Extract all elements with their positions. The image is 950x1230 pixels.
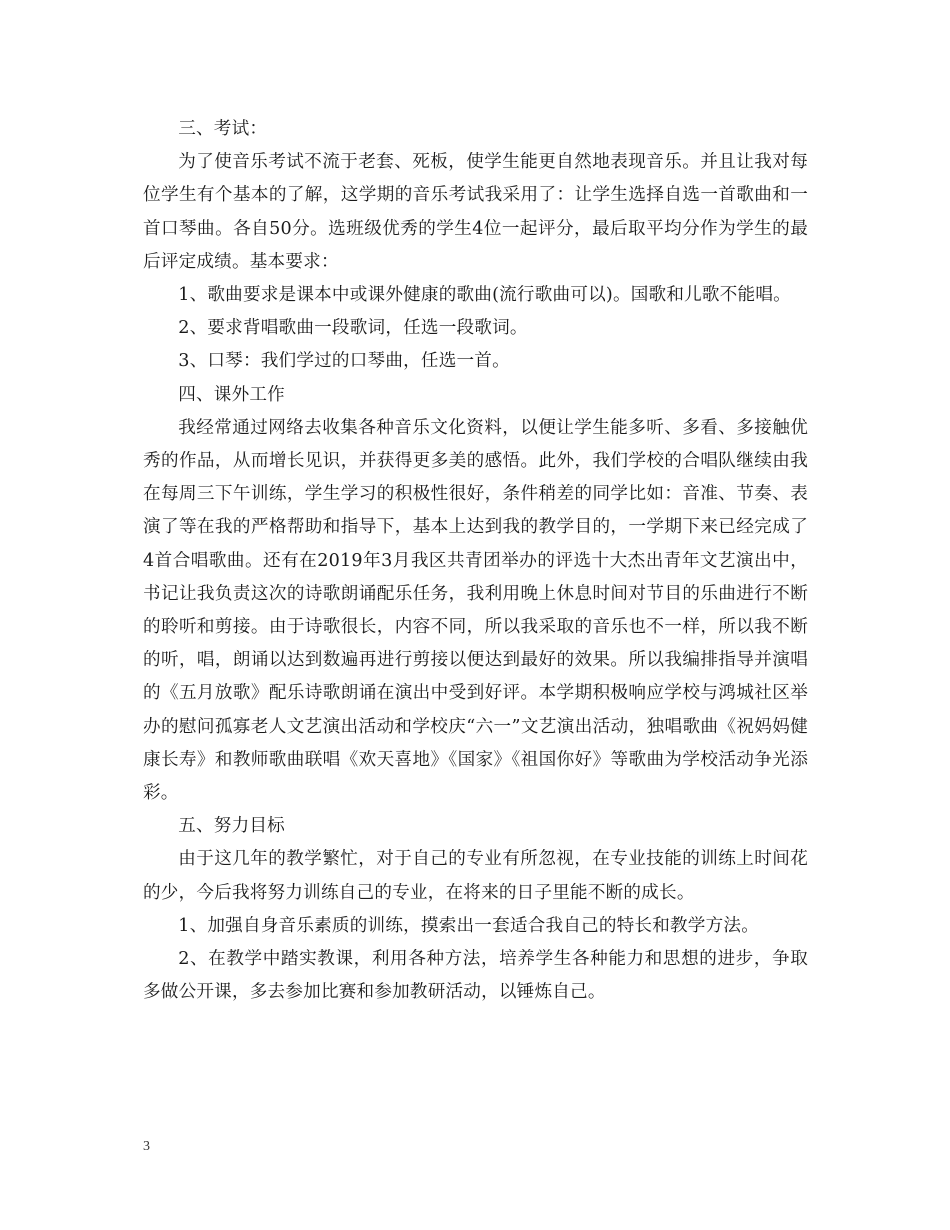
paragraph-exam-description: 为了使音乐考试不流于老套、死板，使学生能更自然地表现音乐。并且让我对每位学生有个基本的了解，这学期的音乐考试我采用了：让学生选择自选一首歌曲和一首口琴曲。各自50分。选班级优秀的学生4位一起评分，最后取平均分作为学生的最后评定成绩。基本要求： <box>143 152 808 272</box>
paragraph-goals-intro: 由于这几年的教学繁忙，对于自己的专业有所忽视，在专业技能的训练上时间花的少，今后我将努力训练自己的专业，在将来的日子里能不断的成长。 <box>143 849 808 903</box>
section-heading-goals: 五、努力目标 <box>178 816 285 837</box>
section-heading-extracurricular: 四、课外工作 <box>178 384 285 405</box>
section-heading-exam: 三、考试： <box>178 119 268 139</box>
document-body <box>143 113 808 1009</box>
list-item-exam-requirement-1: 1、歌曲要求是课本中或课外健康的歌曲(流行歌曲可以)。国歌和儿歌不能唱。 <box>178 285 791 306</box>
list-item-exam-requirement-2: 2、要求背唱歌曲一段歌词，任选一段歌词。 <box>178 318 528 339</box>
list-item-goal-2: 2、在教学中踏实教课，利用各种方法，培养学生各种能力和思想的进步，争取多做公开课，多去参加比赛和参加教研活动，以锤炼自己。 <box>143 949 808 1003</box>
list-item-goal-1: 1、加强自身音乐素质的训练，摸索出一套适合我自己的特长和教学方法。 <box>178 915 759 936</box>
list-item-exam-requirement-3: 3、口琴：我们学过的口琴曲，任选一首。 <box>178 351 510 372</box>
paragraph-extracurricular-work: 我经常通过网络去收集各种音乐文化资料，以便让学生能多听、多看、多接触优秀的作品，从而增长见识，并获得更多美的感悟。此外，我们学校的合唱队继续由我在每周三下午训练，学生学习的积极性很好，条件稍差的同学比如：音准、节奏、表演了等在我的严格帮助和指导下，基本上达到我的教学目的，一学期下来已经完成了4首合唱歌曲。还有在2019年3月我区共青团举办的评选十大杰出青年文艺演出中，书记让我负责这次的诗歌朗诵配乐任务，我利用晚上休息时间对节目的乐曲进行不断的聆听和剪接。由于诗歌很长，内容不同，所以我采取的音乐也不一样，所以我不断的听，唱，朗诵以达到数遍再进行剪接以便达到最好的效果。所以我编排指导并演唱的《五月放歌》配乐诗歌朗诵在演出中受到好评。本学期积极响应学校与鸿城社区举办的慰问孤寡老人文艺演出活动和学校庆“六一”文艺演出活动，独唱歌曲《祝妈妈健康长寿》和教师歌曲联唱《欢天喜地》《国家》《祖国你好》等歌曲为学校活动争光添彩。 <box>143 417 808 804</box>
page-number: 3 <box>143 1139 150 1154</box>
